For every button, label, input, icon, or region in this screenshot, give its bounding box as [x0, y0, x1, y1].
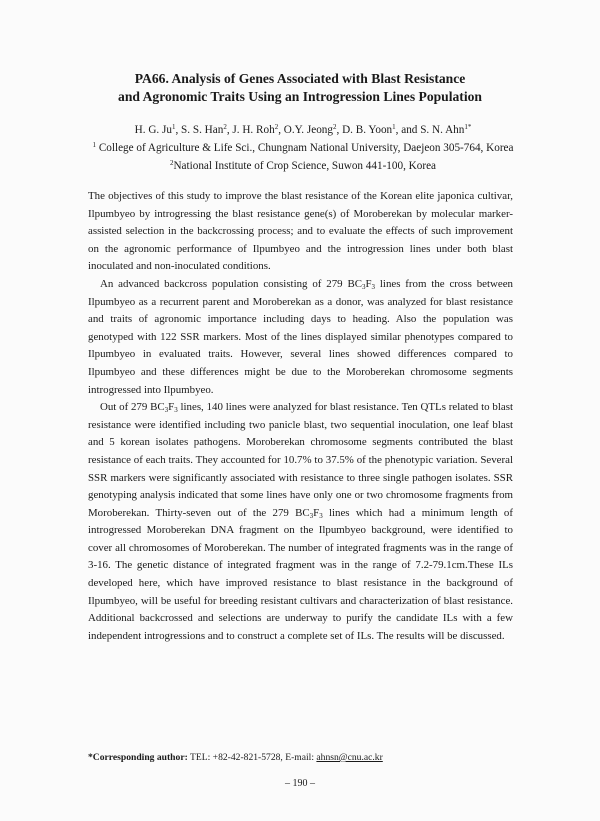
author-affiliation-mark: 1 — [171, 123, 176, 131]
paragraph-text: F — [365, 277, 372, 290]
affiliation-2 — [88, 158, 518, 174]
author-affiliation-mark: 2 — [223, 123, 227, 131]
author-name: O.Y. Jeong — [283, 124, 333, 136]
page-number: – 190 – — [285, 778, 315, 789]
paragraph-text: An advanced backcross population consisting of 279 BC — [100, 277, 362, 290]
author-list: H. G. Ju$^1$, S. S. Han$^2$, J. H. Roh$^2$, O.Y. Jeong$^2$, D. B. Yoon$^1$, and S. N. Ahn$^{1*}$ — [134, 123, 472, 136]
author-name: D. B. Yoon — [342, 124, 393, 136]
subscript: 3 — [361, 282, 366, 291]
email-link[interactable]: ahnsn@cnu.ac.kr — [316, 752, 383, 763]
author-affiliation-mark: 2 — [274, 123, 279, 131]
paragraph-objectives — [88, 188, 513, 276]
paragraph-text: The objectives of this study to improve the blast resistance of the Korean elite japonica cultivar, Ilpumbyeo by introgressing the blast resistance gene(s) of Moroberekan by molecular marker-assisted selection in the backcrossing process; and to evaluate the effects of such improvement on the agronomic performance of Ilpumbyeo and the introgression lines under both blast inoculated and non-inoculated conditions. — [88, 190, 513, 273]
author-name: S. S. Han — [181, 124, 224, 136]
paragraph-results — [88, 399, 513, 645]
subscript: 3 — [174, 406, 178, 415]
paragraph-text: F — [168, 401, 175, 414]
subscript: 3 — [319, 511, 323, 520]
paragraph-text: lines from the cross between Ilpumbyeo as a recurrent parent and Moroberekan as a donor, was analyzed for blast resistance and traits of agronomic importance including days to heading. Also the population was genotyped with 122 SSR markers. Most of the lines displayed similar phenotypes compared to Ilpumbyeo in evaluated traits. However, several lines showed differences compared to Ilpumbyeo and these differences might be due to the Moroberekan chromosome segments introgressed into Ilpumbyeo. — [88, 277, 513, 396]
author-name: J. H. Roh — [232, 124, 275, 136]
abstract-body — [88, 188, 513, 645]
subscript: 3 — [164, 406, 169, 415]
corresponding-author — [88, 752, 383, 764]
author-name: H. G. Ju — [134, 124, 172, 136]
paragraph-text: Out of 279 BC — [100, 401, 165, 414]
paragraph-text: F — [313, 506, 320, 519]
corresponding-label: *Corresponding author: — [88, 752, 188, 763]
title-line-2: and Agronomic Traits Using an Introgression Lines Population — [118, 89, 482, 104]
affiliation-number: 1 — [92, 141, 97, 149]
paper-title — [88, 70, 512, 106]
affiliation-text: College of Agriculture & Life Sci., Chungnam National University, Daejeon 305-764, Korea — [98, 142, 514, 154]
paragraph-text: lines which had a minimum length of introgressed Moroberekan DNA fragment on the Ilpumbyeo background, were identified to cover all chromosomes of Moroberekan. The number of integrated fragments was in the range of 3-16. The genetic distance of integrated fragment was in the range of 7.2-79.1cm.These ILs developed here, which have improved resistance to blast resistance in the background of Ilpumbyeo, will be useful for breeding resistant cultivars and characterization of blast resistance. Additional backcrossed and selections are underway to purify the candidate ILs with a few independent introgressions and to construct a complete set of ILs. The results will be discussed. — [88, 506, 514, 642]
paragraph-text: lines, 140 lines were analyzed for blast resistance. Ten QTLs related to blast resistance were identified including two panicle blast, two sequential inoculation, one leaf blast and 5 korean isolates pathogens. Moroberekan chromosome segments contributed the blast resistance of each traits. They accounted for 10.7% to 37.5% of the phenotypic variation. Several SSR markers were significantly associated with resistance to three single pathogen isolates. SSR genotyping analysis indicated that some lines have only one or two chromosome fragments from Moroberekan. Thirty-seven out of the 279 BC — [88, 401, 513, 519]
affiliation-text: National Institute of Crop Science, Suwon 441-100, Korea — [173, 160, 437, 172]
author-affiliation-mark: 1 — [392, 123, 396, 131]
paragraph-population — [88, 276, 513, 399]
affiliation-number: 2 — [169, 159, 174, 167]
corresponding-contact: TEL: +82-42-821-5728, E-mail: — [190, 752, 314, 763]
subscript: 3 — [371, 282, 376, 291]
subscript: 3 — [309, 511, 314, 520]
title-line-1: PA66. Analysis of Genes Associated with Blast Resistance — [134, 71, 466, 86]
author-conjunction: and — [401, 124, 418, 136]
affiliation-1 — [88, 140, 518, 156]
author-affiliation-mark: 2 — [333, 123, 337, 131]
author-affiliation-mark: 1* — [464, 123, 472, 131]
author-name: S. N. Ahn — [420, 124, 465, 136]
